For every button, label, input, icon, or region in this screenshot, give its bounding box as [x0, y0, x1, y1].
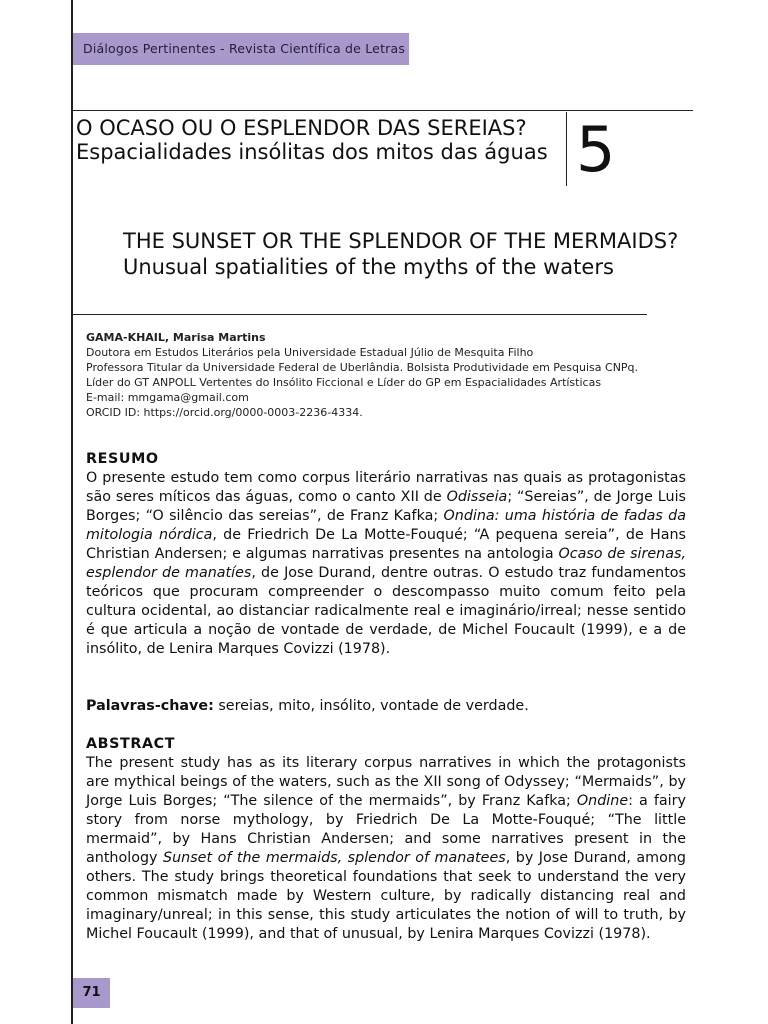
keywords-label: Palavras-chave: [86, 698, 214, 714]
keywords-value: sereias, mito, insólito, vontade de verdade. [213, 698, 529, 714]
abstract-italic-ondine: Ondine [576, 793, 629, 809]
abstract-italic-sunset: Sunset of the mermaids, splendor of manatees [163, 850, 506, 866]
author-email: E-mail: mmgama@gmail.com [86, 391, 249, 404]
abstract-text: The present study has as its literary corpus narratives in which the protagonists are mythical beings of the waters, such as the XII song of Odyssey; “Mermaids”, by Jorge Luis Borges; “The silence of the mermaids”, by Franz Kafka; [86, 755, 686, 809]
journal-name: Diálogos Pertinentes - Revista Científica de Letras [83, 41, 406, 56]
title-en-line-2: Unusual spatialities of the myths of the waters [123, 255, 614, 279]
page-number: 71 [82, 985, 101, 1000]
abstract-heading: ABSTRACT [86, 736, 176, 752]
title-pt-line-1: O OCASO OU O ESPLENDOR DAS SEREIAS? [76, 116, 527, 140]
resumo-italic-odisseia: Odisseia [446, 489, 508, 505]
resumo-italic-ocaso: Ocaso de sirenas, esplendor de manatíes [86, 546, 686, 581]
abstract-body [86, 754, 686, 944]
keywords-section [86, 697, 686, 716]
author-name: GAMA-KHAIL, Marisa Martins [86, 331, 266, 344]
resumo-text: ; “Sereias”, de Jorge Luis Borges; “O silêncio das sereias”, de Franz Kafka; [86, 489, 686, 524]
title-portuguese [76, 116, 548, 164]
author-orcid: ORCID ID: https://orcid.org/0000-0003-2236-4334. [86, 406, 363, 419]
author-affiliation-3: Líder do GT ANPOLL Vertentes do Insólito Ficcional e Líder do GP em Espacialidades Artísticas [86, 376, 602, 389]
resumo-heading: RESUMO [86, 451, 159, 467]
chapter-number-separator [566, 112, 567, 186]
journal-header-band [73, 33, 409, 65]
abstract-section [86, 735, 686, 944]
title-en-line-1: THE SUNSET OR THE SPLENDOR OF THE MERMAIDS? [123, 229, 679, 253]
title-english [123, 228, 678, 280]
page-number-box [73, 978, 110, 1008]
author-block [86, 330, 638, 420]
resumo-body [86, 469, 686, 659]
left-margin-rule [71, 0, 73, 1024]
abstract-text: , by Jose Durand, among others. The study brings theoretical foundations that seek to understand the very common mismatch made by Western culture, by radically distancing real and imaginary/unreal; in this sense, this study articulates the notion of will to truth, by Michel Foucault (1999), and that of unusual, by Lenira Marques Covizzi (1978). [86, 850, 686, 942]
resumo-text: , de Friedrich De La Motte-Fouqué; “A pequena sereia”, de Hans Christian Andersen; e algumas narrativas presentes na antologia [86, 527, 686, 562]
resumo-text: , de Jose Durand, dentre outras. O estudo traz fundamentos teóricos que procuram compreender o descompasso muito comum feito pela cultura ocidental, ao distanciar radicalmente real e imaginário/irreal; nesse sentido é que articula a noção de vontade de verdade, de Michel Foucault (1999), e a de insólito, de Lenira Marques Covizzi (1978). [86, 565, 686, 657]
resumo-section [86, 450, 686, 659]
author-affiliation-1: Doutora em Estudos Literários pela Universidade Estadual Júlio de Mesquita Filho [86, 346, 534, 359]
author-affiliation-2: Professora Titular da Universidade Federal de Uberlândia. Bolsista Produtividade em Pesquisa CNPq. [86, 361, 639, 374]
abstract-text: : a fairy story from norse mythology, by Friedrich De La Motte-Fouqué; “The little mermaid”, by Hans Christian Andersen; and some narratives present in the anthology [86, 793, 686, 866]
title-pt-line-2: Espacialidades insólitas dos mitos das águas [76, 140, 548, 164]
chapter-number: 5 [576, 113, 616, 186]
resumo-text: O presente estudo tem como corpus literário narrativas nas quais as protagonistas são seres míticos das águas, como o canto XII de [86, 470, 686, 505]
title-bottom-rule [73, 314, 647, 315]
resumo-italic-ondina: Ondina: uma história de fadas da mitologia nórdica [86, 508, 686, 543]
